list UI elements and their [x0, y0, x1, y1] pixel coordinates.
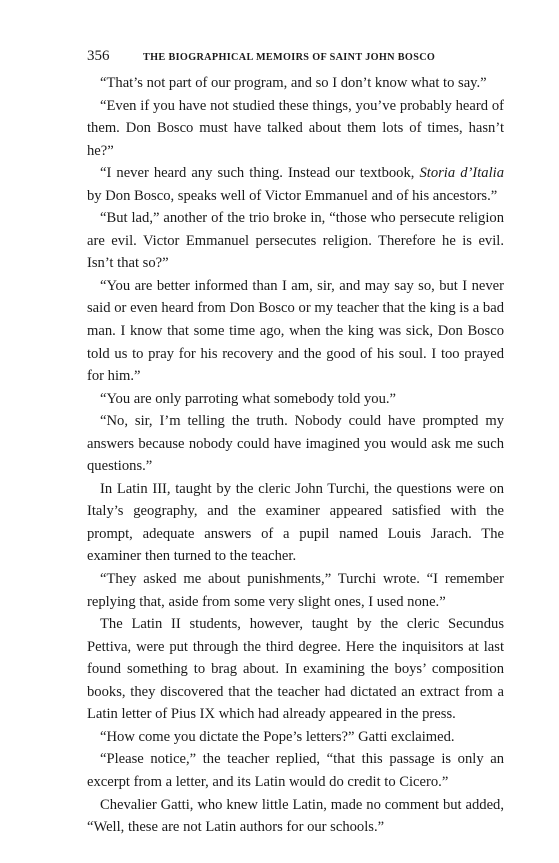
- paragraph: “You are better informed than I am, sir, and may say so, but I never said or even heard from Don Bosco or my teacher that the king is a bad man. I know that some time ago, when the king was sick, Don Bosco told us to pray for his recovery and the good of his soul. I too prayed for him.”: [87, 277, 504, 385]
- paragraph: The Latin II students, however, taught by the cleric Secundus Pettiva, were put through the third degree. Here the inquisitors at last found something to brag about. In examining the boys’ composition books, they discovered that the teacher had dictated an extract from a Latin letter of Pius IX which had already appeared in the press.: [87, 616, 504, 723]
- paragraph: “How come you dictate the Pope’s letters?” Gatti exclaimed.: [100, 728, 455, 745]
- paragraph-text: by Don Bosco, speaks well of Victor Emmanuel and of his ancestors.”: [87, 187, 498, 204]
- paragraph: “Even if you have not studied these things, you’ve probably heard of them. Don Bosco must have talked about them lots of times, hasn’t he?”: [87, 97, 504, 159]
- paragraph: “Please notice,” the teacher replied, “that this passage is only an excerpt from a letter, and its Latin would do credit to Cicero.”: [87, 751, 504, 790]
- page-number: 356: [87, 48, 110, 64]
- paragraph: “That’s not part of our program, and so I don’t know what to say.”: [100, 75, 487, 91]
- paragraph: Chevalier Gatti, who knew little Latin, made no comment but added, “Well, these are not Latin authors for our schools.”: [87, 796, 504, 836]
- paragraph: [87, 162, 504, 207]
- book-page: [87, 48, 504, 839]
- paragraph: “You are only parroting what somebody told you.”: [100, 390, 397, 407]
- running-head: THE BIOGRAPHICAL MEMOIRS OF SAINT JOHN BOSCO: [143, 52, 436, 63]
- page-header: [87, 48, 504, 70]
- book-title: Storia d’Italia: [419, 165, 504, 182]
- paragraph: In Latin III, taught by the cleric John Turchi, the questions were on Italy’s geography, and the examiner appeared satisfied with the prompt, adequate answers of a pupil named Louis Jarach. The examiner then turned to the teacher.: [87, 480, 504, 565]
- paragraph: “They asked me about punishments,” Turchi wrote. “I remember replying that, aside from some very slight ones, I used none.”: [87, 571, 504, 610]
- paragraph-text: “I never heard any such thing. Instead our textbook,: [100, 165, 420, 182]
- paragraph: “No, sir, I’m telling the truth. Nobody could have prompted my answers because nobody could have imagined you would ask me such questions.”: [87, 413, 504, 475]
- paragraph: “But lad,” another of the trio broke in, “those who persecute religion are evil. Victor Emmanuel persecutes religion. Therefore he is evil. Isn’t that so?”: [87, 210, 504, 272]
- body-text: [87, 72, 504, 839]
